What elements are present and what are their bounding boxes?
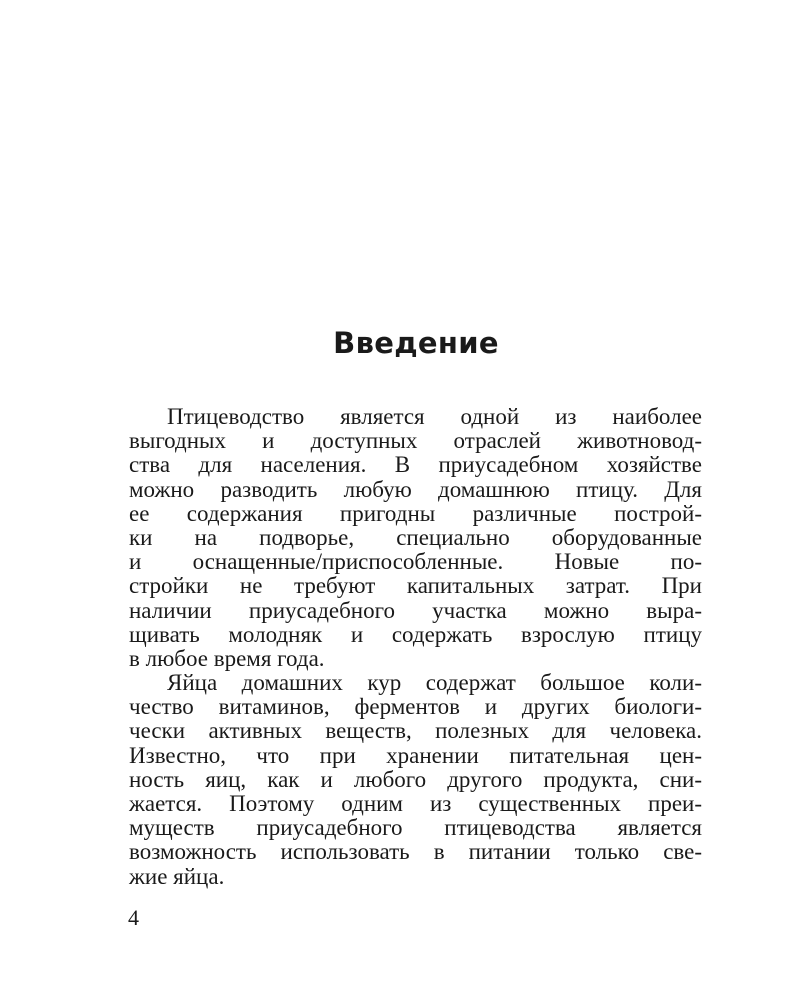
chapter-title: Введение: [333, 326, 499, 360]
text-line: выгодных и доступных отраслей животновод-: [129, 428, 702, 454]
text-line: стройки не требуют капитальных затрат. При: [129, 573, 702, 599]
text-line: чески активных веществ, полезных для человека.: [129, 718, 702, 744]
page-number: 4: [128, 905, 139, 930]
text-line: ее содержания пригодны различные построй-: [129, 500, 702, 526]
text-line: муществ приусадебного птицеводства является: [129, 815, 702, 841]
text-line: возможность использовать в питании только све-: [129, 839, 702, 865]
paragraph-1: [129, 405, 702, 671]
text-line: жается. Поэтому одним из существенных преи-: [129, 791, 702, 816]
text-line: Известно, что при хранении питательная цен-: [129, 742, 702, 768]
text-line: наличии приусадебного участка можно выра-: [129, 597, 702, 623]
text-line: и оснащенные/приспособленные. Новые по-: [129, 549, 702, 575]
text-line: щивать молодняк и содержать взрослую птицу: [129, 621, 702, 647]
paragraph-2: [129, 671, 702, 889]
body-text: [129, 405, 702, 889]
text-line: можно разводить любую домашнюю птицу. Для: [129, 476, 702, 502]
text-line: в любое время года.: [129, 645, 325, 671]
text-line: ки на подворье, специально оборудованные: [129, 524, 702, 550]
text-line: Яйца домашних кур содержат большое коли-: [167, 670, 702, 696]
text-line: чество витаминов, ферментов и других биологи-: [129, 694, 702, 720]
text-line: ность яиц, как и любого другого продукта, сни-: [129, 766, 702, 792]
text-line: ства для населения. В приусадебном хозяйстве: [129, 452, 702, 478]
text-line: Птицеводство является одной из наиболее: [167, 404, 702, 429]
text-line: жие яйца.: [129, 863, 225, 889]
